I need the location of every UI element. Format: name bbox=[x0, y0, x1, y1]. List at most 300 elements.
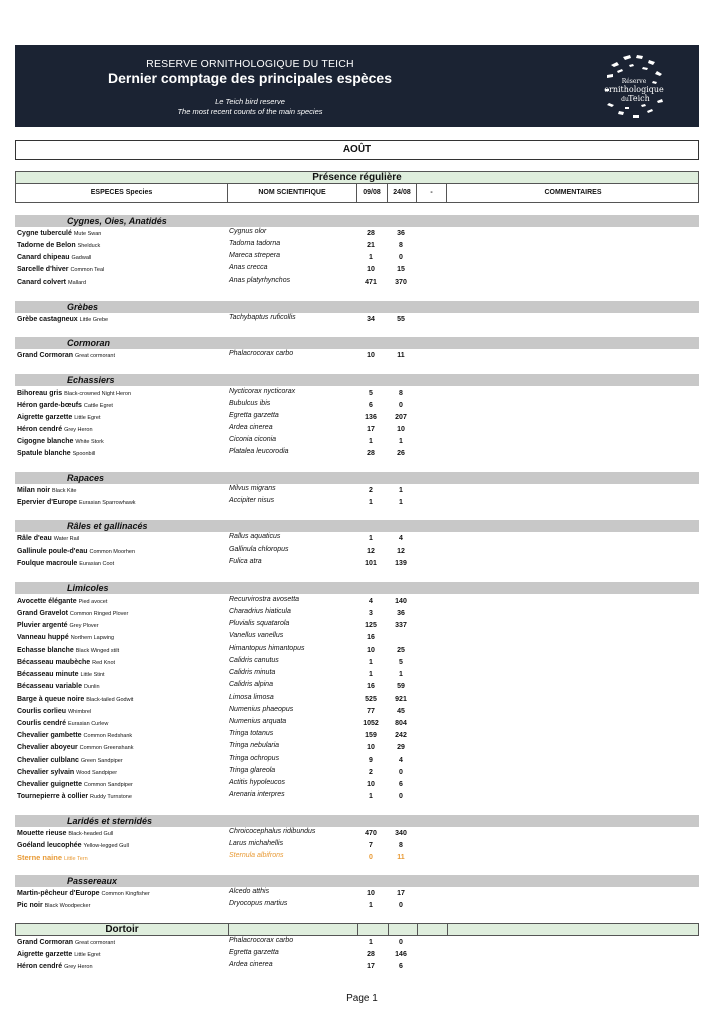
species-name bbox=[17, 755, 123, 767]
species-en: Grey Heron bbox=[64, 427, 93, 433]
count-date-2: 45 bbox=[397, 708, 405, 715]
table-row bbox=[15, 608, 699, 620]
species-name bbox=[17, 718, 108, 730]
month-label: AOÛT bbox=[15, 140, 699, 160]
count-date-1: 34 bbox=[367, 316, 375, 323]
count-date-1: 1 bbox=[369, 535, 373, 542]
species-fr: Barge à queue noire bbox=[17, 696, 85, 703]
count-date-1: 0 bbox=[369, 854, 373, 861]
table-row bbox=[15, 558, 699, 570]
col-date-1: 09/08 bbox=[357, 184, 388, 202]
species-fr: Râle d'eau bbox=[17, 535, 52, 542]
table-row bbox=[15, 767, 699, 779]
species-name bbox=[17, 533, 79, 545]
species-name bbox=[17, 546, 135, 558]
section-header bbox=[15, 374, 699, 386]
count-date-2: 36 bbox=[397, 230, 405, 237]
species-name bbox=[17, 620, 99, 632]
count-date-1: 17 bbox=[367, 963, 375, 970]
count-date-1: 10 bbox=[367, 352, 375, 359]
count-date-1: 21 bbox=[367, 242, 375, 249]
section-header bbox=[15, 301, 699, 313]
section-title: Laridés et sternidés bbox=[67, 816, 153, 826]
scientific-name: Tringa totanus bbox=[229, 730, 274, 737]
scientific-name: Milvus migrans bbox=[229, 485, 276, 492]
count-date-2: 17 bbox=[397, 890, 405, 897]
scientific-name: Tadorna tadorna bbox=[229, 240, 281, 247]
page-number: Page 1 bbox=[346, 993, 378, 1004]
col-dash: - bbox=[417, 184, 447, 202]
count-date-2: 146 bbox=[395, 951, 407, 958]
col-species: ESPECES Species bbox=[16, 184, 228, 202]
species-en: Water Rail bbox=[53, 536, 80, 542]
species-fr: Cygne tuberculé bbox=[17, 230, 72, 237]
scientific-name: Numenius arquata bbox=[229, 718, 287, 725]
table-row bbox=[15, 350, 699, 362]
species-en: Black Woodpecker bbox=[44, 903, 91, 909]
section-title: Râles et gallinacés bbox=[67, 521, 148, 531]
scientific-name: Calidris alpina bbox=[229, 681, 273, 688]
scientific-name: Tachybaptus ruficollis bbox=[229, 314, 296, 321]
species-name bbox=[17, 730, 132, 742]
count-date-1: 125 bbox=[365, 622, 377, 629]
count-date-2: 340 bbox=[395, 830, 407, 837]
species-fr: Bécasseau maubèche bbox=[17, 659, 91, 666]
species-en: Great cormorant bbox=[74, 940, 116, 946]
count-date-1: 7 bbox=[369, 842, 373, 849]
count-date-2: 1 bbox=[399, 671, 403, 678]
species-name bbox=[17, 961, 93, 973]
species-name bbox=[17, 791, 132, 803]
species-fr: Tournepierre à collier bbox=[17, 793, 89, 800]
table-row bbox=[15, 436, 699, 448]
species-fr: Echasse blanche bbox=[17, 647, 74, 654]
species-name bbox=[17, 852, 88, 865]
count-date-1: 1 bbox=[369, 659, 373, 666]
species-fr: Milan noir bbox=[17, 487, 51, 494]
table-row bbox=[15, 533, 699, 545]
scientific-name: Sternula albifrons bbox=[229, 852, 284, 859]
species-en: Eurasian Curlew bbox=[67, 721, 109, 727]
species-fr: Grand Gravelot bbox=[17, 610, 68, 617]
count-date-2: 11 bbox=[397, 352, 405, 359]
species-en: Black-crowned Night Heron bbox=[64, 391, 132, 397]
count-date-1: 10 bbox=[367, 266, 375, 273]
scientific-name: Tringa glareola bbox=[229, 767, 276, 774]
col-date-2: 24/08 bbox=[388, 184, 417, 202]
section-title: Rapaces bbox=[67, 473, 105, 483]
count-date-2: 8 bbox=[399, 390, 403, 397]
count-date-1: 1 bbox=[369, 499, 373, 506]
table-row bbox=[15, 596, 699, 608]
species-en: Little Tern bbox=[63, 856, 88, 862]
species-en: Pied avocet bbox=[78, 599, 108, 605]
count-date-2: 1 bbox=[399, 438, 403, 445]
species-name bbox=[17, 485, 76, 497]
count-date-2: 0 bbox=[399, 769, 403, 776]
count-date-1: 2 bbox=[369, 769, 373, 776]
table-row bbox=[15, 718, 699, 730]
species-en: Dunlin bbox=[83, 684, 100, 690]
scientific-name: Phalacrocorax carbo bbox=[229, 937, 294, 944]
species-name bbox=[17, 645, 119, 657]
table-row bbox=[15, 828, 699, 840]
species-fr: Courlis cendré bbox=[17, 720, 67, 727]
count-date-2: 6 bbox=[399, 963, 403, 970]
subtitle-en-2: The most recent counts of the main species bbox=[177, 107, 323, 116]
scientific-name: Anas platyrhynchos bbox=[229, 277, 291, 284]
count-date-2: 337 bbox=[395, 622, 407, 629]
table-row bbox=[15, 424, 699, 436]
section-title: Cygnes, Oies, Anatidés bbox=[67, 216, 167, 226]
count-date-1: 471 bbox=[365, 279, 377, 286]
species-fr: Pic noir bbox=[17, 902, 43, 909]
species-en: Common Sandpiper bbox=[83, 782, 133, 788]
species-fr: Goéland leucophée bbox=[17, 842, 82, 849]
species-name bbox=[17, 779, 133, 791]
count-date-2: 36 bbox=[397, 610, 405, 617]
species-fr: Bécasseau minute bbox=[17, 671, 79, 678]
count-date-2: 1 bbox=[399, 487, 403, 494]
species-name bbox=[17, 424, 93, 436]
species-en: Mute Swan bbox=[73, 231, 102, 237]
page-title: Dernier comptage des principales espèces bbox=[107, 70, 392, 86]
species-fr: Sterne naine bbox=[17, 853, 63, 862]
table-row bbox=[15, 620, 699, 632]
species-name bbox=[17, 937, 115, 949]
count-date-2: 25 bbox=[397, 647, 405, 654]
scientific-name: Phalacrocorax carbo bbox=[229, 350, 294, 357]
count-date-2: 8 bbox=[399, 842, 403, 849]
scientific-name: Cygnus olor bbox=[229, 228, 267, 235]
species-en: Little Grebe bbox=[79, 317, 109, 323]
scientific-name: Egretta garzetta bbox=[229, 412, 279, 419]
species-en: Spoonbill bbox=[72, 451, 96, 457]
count-date-2: 921 bbox=[395, 696, 407, 703]
table-row bbox=[15, 228, 699, 240]
count-date-1: 16 bbox=[367, 683, 375, 690]
table-row bbox=[15, 900, 699, 912]
species-name bbox=[17, 840, 129, 852]
species-en: Common Greenshank bbox=[79, 745, 134, 751]
species-name bbox=[17, 742, 133, 754]
species-en: Yellow-legged Gull bbox=[83, 843, 129, 849]
table-row bbox=[15, 252, 699, 264]
species-fr: Cigogne blanche bbox=[17, 438, 74, 445]
section-header bbox=[15, 337, 699, 349]
species-name bbox=[17, 264, 104, 276]
species-en: White Stork bbox=[75, 439, 104, 445]
species-name bbox=[17, 900, 90, 912]
count-date-2: 207 bbox=[395, 414, 407, 421]
table-row bbox=[15, 657, 699, 669]
count-date-2: 29 bbox=[397, 744, 405, 751]
table-row bbox=[15, 485, 699, 497]
count-date-1: 101 bbox=[365, 560, 377, 567]
species-name bbox=[17, 632, 114, 644]
section-title: Limicoles bbox=[67, 583, 109, 593]
species-fr: Courlis corlieu bbox=[17, 708, 67, 715]
species-en: Little Egret bbox=[74, 415, 101, 421]
species-en: Little Stint bbox=[80, 672, 105, 678]
species-fr: Héron garde-bœufs bbox=[17, 402, 82, 409]
species-en: Common Moorhen bbox=[89, 549, 136, 555]
count-date-2: 0 bbox=[399, 793, 403, 800]
species-name bbox=[17, 240, 100, 252]
count-date-2: 8 bbox=[399, 242, 403, 249]
reserve-name: RESERVE ORNITHOLOGIQUE DU TEICH bbox=[146, 58, 354, 70]
species-fr: Bihoreau gris bbox=[17, 390, 63, 397]
scientific-name: Gallinula chloropus bbox=[229, 546, 289, 553]
count-date-2: 10 bbox=[397, 426, 405, 433]
count-date-1: 136 bbox=[365, 414, 377, 421]
count-date-2: 4 bbox=[399, 757, 403, 764]
species-en: Great cormorant bbox=[74, 353, 116, 359]
table-row bbox=[15, 497, 699, 509]
species-fr: Spatule blanche bbox=[17, 450, 71, 457]
scientific-name: Actitis hypoleucos bbox=[229, 779, 286, 786]
species-name bbox=[17, 669, 105, 681]
scientific-name: Charadrius hiaticula bbox=[229, 608, 291, 615]
species-fr: Grand Cormoran bbox=[17, 352, 74, 359]
species-name bbox=[17, 949, 100, 961]
table-row bbox=[15, 448, 699, 460]
species-en: Black Winged stilt bbox=[75, 648, 120, 654]
species-name bbox=[17, 767, 117, 779]
species-fr: Chevalier guignette bbox=[17, 781, 82, 788]
section-header bbox=[15, 815, 699, 827]
scientific-name: Accipiter nisus bbox=[229, 497, 275, 504]
species-name bbox=[17, 888, 150, 900]
scientific-name: Mareca strepera bbox=[229, 252, 280, 259]
species-fr: Chevalier culblanc bbox=[17, 757, 79, 764]
species-fr: Avocette élégante bbox=[17, 598, 77, 605]
count-date-1: 6 bbox=[369, 402, 373, 409]
count-date-1: 4 bbox=[369, 598, 373, 605]
section-title: Cormoran bbox=[67, 338, 111, 348]
table-row bbox=[15, 314, 699, 326]
scientific-name: Dryocopus martius bbox=[229, 900, 288, 907]
count-date-1: 77 bbox=[367, 708, 375, 715]
table-row bbox=[15, 706, 699, 718]
species-en: Eurasian Coot bbox=[79, 561, 115, 567]
species-name bbox=[17, 694, 133, 706]
count-date-1: 10 bbox=[367, 744, 375, 751]
species-en: Eurasian Sparrowhawk bbox=[78, 500, 136, 506]
count-date-2: 26 bbox=[397, 450, 405, 457]
table-row bbox=[15, 546, 699, 558]
table-row bbox=[15, 632, 699, 644]
scientific-name: Arenaria interpres bbox=[229, 791, 285, 798]
species-en: Wood Sandpiper bbox=[76, 770, 118, 776]
species-fr: Vanneau huppé bbox=[17, 634, 69, 641]
table-row bbox=[15, 840, 699, 852]
species-name bbox=[17, 314, 108, 326]
count-date-2: 242 bbox=[395, 732, 407, 739]
species-en: Common Ringed Plover bbox=[69, 611, 129, 617]
species-en: Common Teal bbox=[70, 267, 105, 273]
species-name bbox=[17, 350, 115, 362]
species-fr: Chevalier gambette bbox=[17, 732, 82, 739]
species-en: Grey Plover bbox=[69, 623, 99, 629]
species-name bbox=[17, 400, 113, 412]
section-header bbox=[15, 520, 699, 532]
scientific-name: Alcedo atthis bbox=[229, 888, 270, 895]
count-date-1: 3 bbox=[369, 610, 373, 617]
table-row bbox=[15, 240, 699, 252]
dortoir-section-header bbox=[15, 923, 699, 936]
species-name bbox=[17, 436, 104, 448]
count-date-1: 5 bbox=[369, 390, 373, 397]
scientific-name: Calidris minuta bbox=[229, 669, 276, 676]
species-fr: Héron cendré bbox=[17, 426, 63, 433]
col-comments: COMMENTAIRES bbox=[544, 189, 602, 196]
count-date-1: 28 bbox=[367, 951, 375, 958]
section-title: Echassiers bbox=[67, 375, 115, 385]
scientific-name: Calidris canutus bbox=[229, 657, 279, 664]
species-fr: Sarcelle d'hiver bbox=[17, 266, 69, 273]
species-name bbox=[17, 497, 136, 509]
count-date-2: 140 bbox=[395, 598, 407, 605]
species-name bbox=[17, 558, 114, 570]
table-row bbox=[15, 694, 699, 706]
table-row bbox=[15, 779, 699, 791]
species-fr: Tadorne de Belon bbox=[17, 242, 76, 249]
scientific-name: Bubulcus ibis bbox=[229, 400, 271, 407]
count-date-1: 17 bbox=[367, 426, 375, 433]
count-date-2: 0 bbox=[399, 254, 403, 261]
count-date-2: 4 bbox=[399, 535, 403, 542]
species-en: Ruddy Turnstone bbox=[90, 794, 132, 800]
species-en: Green Sandpiper bbox=[80, 758, 123, 764]
table-row bbox=[15, 730, 699, 742]
table-row bbox=[15, 852, 699, 864]
section-header bbox=[15, 875, 699, 887]
species-name bbox=[17, 828, 113, 840]
table-row bbox=[15, 681, 699, 693]
table-row bbox=[15, 277, 699, 289]
count-date-2: 59 bbox=[397, 683, 405, 690]
logo-word-2: ornithologique bbox=[604, 85, 664, 94]
dortoir-title: Dortoir bbox=[105, 924, 139, 935]
species-en: Whimbrel bbox=[67, 709, 92, 715]
count-date-2: 6 bbox=[399, 781, 403, 788]
scientific-name: Chroicocephalus ridibundus bbox=[229, 828, 316, 835]
table-row bbox=[15, 669, 699, 681]
species-name bbox=[17, 706, 91, 718]
scientific-name: Tringa ochropus bbox=[229, 755, 280, 762]
species-en: Grey Heron bbox=[64, 964, 93, 970]
species-fr: Canard chipeau bbox=[17, 254, 70, 261]
count-date-1: 10 bbox=[367, 781, 375, 788]
species-en: Mallard bbox=[67, 280, 87, 286]
count-date-2: 139 bbox=[395, 560, 407, 567]
species-fr: Grand Cormoran bbox=[17, 939, 74, 946]
count-date-2: 12 bbox=[397, 548, 405, 555]
species-fr: Mouette rieuse bbox=[17, 830, 67, 837]
table-row bbox=[15, 888, 699, 900]
count-date-2: 15 bbox=[397, 266, 405, 273]
species-name bbox=[17, 277, 86, 289]
count-date-2: 804 bbox=[395, 720, 407, 727]
count-date-1: 1 bbox=[369, 671, 373, 678]
species-en: Little Egret bbox=[74, 952, 101, 958]
scientific-name: Pluvialis squatarola bbox=[229, 620, 290, 627]
species-name bbox=[17, 608, 128, 620]
count-date-2: 0 bbox=[399, 939, 403, 946]
species-fr: Chevalier aboyeur bbox=[17, 744, 78, 751]
count-date-1: 159 bbox=[365, 732, 377, 739]
scientific-name: Ciconia ciconia bbox=[229, 436, 277, 443]
species-name bbox=[17, 388, 131, 400]
count-date-1: 10 bbox=[367, 647, 375, 654]
count-date-1: 1 bbox=[369, 438, 373, 445]
species-fr: Aigrette garzette bbox=[17, 951, 73, 958]
count-date-1: 1 bbox=[369, 254, 373, 261]
logo-word-1: Réserve bbox=[621, 78, 647, 85]
count-date-1: 28 bbox=[367, 450, 375, 457]
count-date-1: 1 bbox=[369, 902, 373, 909]
table-row bbox=[15, 388, 699, 400]
logo-word-4: Teich bbox=[628, 94, 650, 103]
table-row bbox=[15, 791, 699, 803]
species-name bbox=[17, 681, 100, 693]
scientific-name: Platalea leucorodia bbox=[229, 448, 289, 455]
scientific-name: Nycticorax nycticorax bbox=[229, 388, 296, 395]
count-date-2: 55 bbox=[397, 316, 405, 323]
count-date-2: 5 bbox=[399, 659, 403, 666]
count-date-1: 470 bbox=[365, 830, 377, 837]
count-date-1: 525 bbox=[365, 696, 377, 703]
species-fr: Aigrette garzette bbox=[17, 414, 73, 421]
species-en: Gadwall bbox=[71, 255, 92, 261]
species-name bbox=[17, 252, 91, 264]
count-date-1: 9 bbox=[369, 757, 373, 764]
species-fr: Grèbe castagneux bbox=[17, 316, 78, 323]
header-banner bbox=[15, 45, 699, 127]
section-header bbox=[15, 582, 699, 594]
count-date-1: 12 bbox=[367, 548, 375, 555]
table-row bbox=[15, 961, 699, 973]
species-en: Common Kingfisher bbox=[101, 891, 150, 897]
count-date-1: 1 bbox=[369, 793, 373, 800]
count-date-2: 0 bbox=[399, 902, 403, 909]
species-fr: Canard colvert bbox=[17, 279, 67, 286]
species-en: Cattle Egret bbox=[83, 403, 113, 409]
column-header-row bbox=[15, 184, 699, 203]
section-title: Passereaux bbox=[67, 876, 118, 886]
scientific-name: Larus michahellis bbox=[229, 840, 284, 847]
scientific-name: Vanellus vanellus bbox=[229, 632, 284, 639]
scientific-name: Anas crecca bbox=[229, 264, 268, 271]
section-title: Grèbes bbox=[67, 302, 99, 312]
section-header bbox=[15, 472, 699, 484]
scientific-name: Ardea cinerea bbox=[229, 961, 273, 968]
subtitle-en: Le Teich bird reserve bbox=[215, 97, 285, 106]
species-name bbox=[17, 657, 115, 669]
count-date-1: 1 bbox=[369, 939, 373, 946]
species-fr: Héron cendré bbox=[17, 963, 63, 970]
species-fr: Pluvier argenté bbox=[17, 622, 68, 629]
scientific-name: Limosa limosa bbox=[229, 694, 274, 701]
species-fr: Bécasseau variable bbox=[17, 683, 82, 690]
count-date-1: 16 bbox=[367, 634, 375, 641]
species-name bbox=[17, 448, 95, 460]
species-fr: Gallinule poule-d'eau bbox=[17, 548, 88, 555]
table-row bbox=[15, 264, 699, 276]
count-date-2: 1 bbox=[399, 499, 403, 506]
scientific-name: Fulica atra bbox=[229, 558, 262, 565]
